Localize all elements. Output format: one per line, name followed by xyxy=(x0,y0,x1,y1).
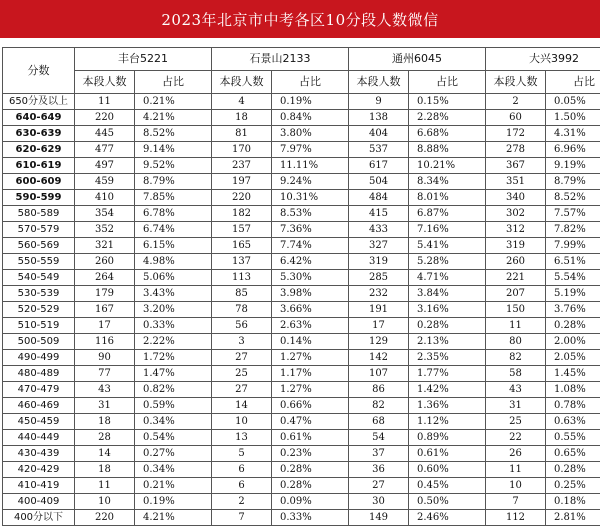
score-segment-cell: 450-459 xyxy=(3,414,75,430)
pct-cell: 5.28% xyxy=(409,254,486,270)
pct-cell: 8.52% xyxy=(546,190,600,206)
pct-cell: 0.61% xyxy=(272,430,349,446)
count-cell: 260 xyxy=(75,254,135,270)
pct-cell: 7.36% xyxy=(272,222,349,238)
pct-cell: 1.36% xyxy=(409,398,486,414)
header-count: 本段人数 xyxy=(75,71,135,94)
pct-cell: 0.21% xyxy=(135,94,212,110)
count-cell: 172 xyxy=(486,126,546,142)
count-cell: 207 xyxy=(486,286,546,302)
pct-cell: 2.35% xyxy=(409,350,486,366)
score-segment-cell: 550-559 xyxy=(3,254,75,270)
pct-cell: 3.66% xyxy=(272,302,349,318)
count-cell: 56 xyxy=(212,318,272,334)
table-row xyxy=(3,318,600,334)
pct-cell: 0.59% xyxy=(135,398,212,414)
pct-cell: 1.08% xyxy=(546,382,600,398)
count-cell: 27 xyxy=(349,478,409,494)
count-cell: 149 xyxy=(349,510,409,526)
count-cell: 80 xyxy=(486,334,546,350)
score-segment-cell: 610-619 xyxy=(3,158,75,174)
count-cell: 31 xyxy=(75,398,135,414)
pct-cell: 4.21% xyxy=(135,110,212,126)
score-segment-cell: 420-429 xyxy=(3,462,75,478)
table-row xyxy=(3,190,600,206)
table-row xyxy=(3,206,600,222)
count-cell: 260 xyxy=(486,254,546,270)
pct-cell: 6.96% xyxy=(546,142,600,158)
count-cell: 116 xyxy=(75,334,135,350)
score-segment-cell: 590-599 xyxy=(3,190,75,206)
pct-cell: 1.47% xyxy=(135,366,212,382)
score-segment-cell: 430-439 xyxy=(3,446,75,462)
pct-cell: 0.19% xyxy=(272,94,349,110)
table-row xyxy=(3,382,600,398)
score-segment-cell: 510-519 xyxy=(3,318,75,334)
count-cell: 10 xyxy=(75,494,135,510)
count-cell: 319 xyxy=(486,238,546,254)
pct-cell: 0.54% xyxy=(135,430,212,446)
pct-cell: 0.47% xyxy=(272,414,349,430)
pct-cell: 7.99% xyxy=(546,238,600,254)
pct-cell: 3.76% xyxy=(546,302,600,318)
count-cell: 264 xyxy=(75,270,135,286)
count-cell: 129 xyxy=(349,334,409,350)
table-row xyxy=(3,158,600,174)
count-cell: 26 xyxy=(486,446,546,462)
header-pct: 占比 xyxy=(272,71,349,94)
count-cell: 138 xyxy=(349,110,409,126)
table-row xyxy=(3,446,600,462)
pct-cell: 11.11% xyxy=(272,158,349,174)
score-segment-cell: 530-539 xyxy=(3,286,75,302)
pct-cell: 0.33% xyxy=(135,318,212,334)
header-district-fengtai: 丰台5221 xyxy=(75,48,212,71)
count-cell: 78 xyxy=(212,302,272,318)
count-cell: 197 xyxy=(212,174,272,190)
pct-cell: 0.34% xyxy=(135,414,212,430)
pct-cell: 8.52% xyxy=(135,126,212,142)
pct-cell: 6.78% xyxy=(135,206,212,222)
pct-cell: 0.63% xyxy=(546,414,600,430)
table-row xyxy=(3,286,600,302)
pct-cell: 0.18% xyxy=(546,494,600,510)
pct-cell: 2.13% xyxy=(409,334,486,350)
pct-cell: 8.34% xyxy=(409,174,486,190)
count-cell: 157 xyxy=(212,222,272,238)
pct-cell: 9.19% xyxy=(546,158,600,174)
header-count: 本段人数 xyxy=(349,71,409,94)
score-segment-cell: 520-529 xyxy=(3,302,75,318)
header-count: 本段人数 xyxy=(212,71,272,94)
pct-cell: 0.65% xyxy=(546,446,600,462)
count-cell: 11 xyxy=(486,462,546,478)
table-row xyxy=(3,494,600,510)
count-cell: 142 xyxy=(349,350,409,366)
pct-cell: 7.85% xyxy=(135,190,212,206)
count-cell: 58 xyxy=(486,366,546,382)
pct-cell: 0.55% xyxy=(546,430,600,446)
pct-cell: 0.82% xyxy=(135,382,212,398)
pct-cell: 7.16% xyxy=(409,222,486,238)
pct-cell: 3.16% xyxy=(409,302,486,318)
count-cell: 37 xyxy=(349,446,409,462)
pct-cell: 9.52% xyxy=(135,158,212,174)
table-row xyxy=(3,510,600,526)
pct-cell: 5.30% xyxy=(272,270,349,286)
count-cell: 5 xyxy=(212,446,272,462)
pct-cell: 0.78% xyxy=(546,398,600,414)
pct-cell: 5.54% xyxy=(546,270,600,286)
pct-cell: 4.98% xyxy=(135,254,212,270)
count-cell: 170 xyxy=(212,142,272,158)
count-cell: 220 xyxy=(75,110,135,126)
pct-cell: 0.14% xyxy=(272,334,349,350)
table-row xyxy=(3,222,600,238)
count-cell: 10 xyxy=(212,414,272,430)
pct-cell: 4.31% xyxy=(546,126,600,142)
count-cell: 433 xyxy=(349,222,409,238)
count-cell: 285 xyxy=(349,270,409,286)
pct-cell: 0.28% xyxy=(272,478,349,494)
count-cell: 537 xyxy=(349,142,409,158)
pct-cell: 0.28% xyxy=(546,318,600,334)
count-cell: 18 xyxy=(75,414,135,430)
pct-cell: 1.27% xyxy=(272,350,349,366)
count-cell: 11 xyxy=(486,318,546,334)
count-cell: 617 xyxy=(349,158,409,174)
pct-cell: 8.79% xyxy=(546,174,600,190)
count-cell: 182 xyxy=(212,206,272,222)
pct-cell: 2.05% xyxy=(546,350,600,366)
count-cell: 497 xyxy=(75,158,135,174)
count-cell: 7 xyxy=(486,494,546,510)
table-row xyxy=(3,126,600,142)
header-pct: 占比 xyxy=(135,71,212,94)
header-segment: 分数 xyxy=(3,48,75,94)
count-cell: 404 xyxy=(349,126,409,142)
pct-cell: 0.15% xyxy=(409,94,486,110)
count-cell: 27 xyxy=(212,350,272,366)
pct-cell: 2.00% xyxy=(546,334,600,350)
pct-cell: 6.42% xyxy=(272,254,349,270)
count-cell: 137 xyxy=(212,254,272,270)
count-cell: 6 xyxy=(212,462,272,478)
pct-cell: 0.45% xyxy=(409,478,486,494)
table-row xyxy=(3,462,600,478)
score-segment-cell: 440-449 xyxy=(3,430,75,446)
pct-cell: 0.28% xyxy=(272,462,349,478)
score-segment-cell: 490-499 xyxy=(3,350,75,366)
table-row xyxy=(3,238,600,254)
count-cell: 22 xyxy=(486,430,546,446)
count-cell: 14 xyxy=(75,446,135,462)
count-cell: 82 xyxy=(486,350,546,366)
pct-cell: 1.12% xyxy=(409,414,486,430)
score-segment-cell: 620-629 xyxy=(3,142,75,158)
pct-cell: 2.28% xyxy=(409,110,486,126)
pct-cell: 6.87% xyxy=(409,206,486,222)
score-segment-cell: 500-509 xyxy=(3,334,75,350)
count-cell: 18 xyxy=(212,110,272,126)
pct-cell: 0.27% xyxy=(135,446,212,462)
pct-cell: 8.88% xyxy=(409,142,486,158)
count-cell: 354 xyxy=(75,206,135,222)
pct-cell: 5.06% xyxy=(135,270,212,286)
count-cell: 17 xyxy=(75,318,135,334)
pct-cell: 8.53% xyxy=(272,206,349,222)
pct-cell: 7.82% xyxy=(546,222,600,238)
count-cell: 11 xyxy=(75,94,135,110)
count-cell: 18 xyxy=(75,462,135,478)
count-cell: 415 xyxy=(349,206,409,222)
table-row xyxy=(3,430,600,446)
header-district-shijingshan: 石景山2133 xyxy=(212,48,349,71)
table-header-row xyxy=(3,48,600,71)
count-cell: 60 xyxy=(486,110,546,126)
pct-cell: 1.45% xyxy=(546,366,600,382)
pct-cell: 7.97% xyxy=(272,142,349,158)
count-cell: 11 xyxy=(75,478,135,494)
count-cell: 43 xyxy=(75,382,135,398)
pct-cell: 5.19% xyxy=(546,286,600,302)
pct-cell: 2.22% xyxy=(135,334,212,350)
count-cell: 445 xyxy=(75,126,135,142)
count-cell: 28 xyxy=(75,430,135,446)
count-cell: 484 xyxy=(349,190,409,206)
score-segment-cell: 410-419 xyxy=(3,478,75,494)
pct-cell: 1.72% xyxy=(135,350,212,366)
count-cell: 7 xyxy=(212,510,272,526)
pct-cell: 4.21% xyxy=(135,510,212,526)
table-row xyxy=(3,142,600,158)
count-cell: 86 xyxy=(349,382,409,398)
count-cell: 112 xyxy=(486,510,546,526)
score-segment-cell: 480-489 xyxy=(3,366,75,382)
pct-cell: 3.20% xyxy=(135,302,212,318)
pct-cell: 6.51% xyxy=(546,254,600,270)
count-cell: 221 xyxy=(486,270,546,286)
count-cell: 278 xyxy=(486,142,546,158)
count-cell: 237 xyxy=(212,158,272,174)
count-cell: 179 xyxy=(75,286,135,302)
table-row xyxy=(3,414,600,430)
count-cell: 410 xyxy=(75,190,135,206)
pct-cell: 1.77% xyxy=(409,366,486,382)
pct-cell: 0.60% xyxy=(409,462,486,478)
table-body xyxy=(3,94,600,526)
pct-cell: 3.84% xyxy=(409,286,486,302)
count-cell: 302 xyxy=(486,206,546,222)
pct-cell: 0.28% xyxy=(546,462,600,478)
table-row xyxy=(3,350,600,366)
score-table xyxy=(2,47,600,526)
header-district-daxing: 大兴3992 xyxy=(486,48,600,71)
score-segment-cell: 650分及以上 xyxy=(3,94,75,110)
count-cell: 77 xyxy=(75,366,135,382)
pct-cell: 0.19% xyxy=(135,494,212,510)
count-cell: 352 xyxy=(75,222,135,238)
count-cell: 367 xyxy=(486,158,546,174)
pct-cell: 1.27% xyxy=(272,382,349,398)
pct-cell: 6.74% xyxy=(135,222,212,238)
header-pct: 占比 xyxy=(409,71,486,94)
pct-cell: 1.17% xyxy=(272,366,349,382)
count-cell: 31 xyxy=(486,398,546,414)
table-row xyxy=(3,302,600,318)
pct-cell: 2.81% xyxy=(546,510,600,526)
pct-cell: 5.41% xyxy=(409,238,486,254)
pct-cell: 1.50% xyxy=(546,110,600,126)
score-segment-cell: 640-649 xyxy=(3,110,75,126)
count-cell: 232 xyxy=(349,286,409,302)
count-cell: 25 xyxy=(212,366,272,382)
pct-cell: 6.15% xyxy=(135,238,212,254)
pct-cell: 3.43% xyxy=(135,286,212,302)
header-pct: 占比 xyxy=(546,71,600,94)
count-cell: 27 xyxy=(212,382,272,398)
pct-cell: 7.57% xyxy=(546,206,600,222)
count-cell: 167 xyxy=(75,302,135,318)
pct-cell: 4.71% xyxy=(409,270,486,286)
count-cell: 43 xyxy=(486,382,546,398)
pct-cell: 2.46% xyxy=(409,510,486,526)
pct-cell: 0.84% xyxy=(272,110,349,126)
count-cell: 3 xyxy=(212,334,272,350)
count-cell: 9 xyxy=(349,94,409,110)
pct-cell: 0.33% xyxy=(272,510,349,526)
header-count: 本段人数 xyxy=(486,71,546,94)
count-cell: 165 xyxy=(212,238,272,254)
table-row xyxy=(3,94,600,110)
count-cell: 113 xyxy=(212,270,272,286)
table-row xyxy=(3,478,600,494)
count-cell: 319 xyxy=(349,254,409,270)
count-cell: 25 xyxy=(486,414,546,430)
count-cell: 30 xyxy=(349,494,409,510)
count-cell: 10 xyxy=(486,478,546,494)
score-segment-cell: 570-579 xyxy=(3,222,75,238)
pct-cell: 0.05% xyxy=(546,94,600,110)
score-segment-cell: 470-479 xyxy=(3,382,75,398)
score-segment-cell: 460-469 xyxy=(3,398,75,414)
count-cell: 191 xyxy=(349,302,409,318)
pct-cell: 10.21% xyxy=(409,158,486,174)
count-cell: 85 xyxy=(212,286,272,302)
count-cell: 220 xyxy=(75,510,135,526)
pct-cell: 8.01% xyxy=(409,190,486,206)
page-title: 2023年北京市中考各区10分段人数微信 xyxy=(0,0,600,38)
table-row xyxy=(3,334,600,350)
score-segment-cell: 580-589 xyxy=(3,206,75,222)
pct-cell: 2.63% xyxy=(272,318,349,334)
count-cell: 81 xyxy=(212,126,272,142)
table-row xyxy=(3,398,600,414)
pct-cell: 0.09% xyxy=(272,494,349,510)
count-cell: 4 xyxy=(212,94,272,110)
pct-cell: 0.89% xyxy=(409,430,486,446)
score-segment-cell: 630-639 xyxy=(3,126,75,142)
count-cell: 6 xyxy=(212,478,272,494)
count-cell: 17 xyxy=(349,318,409,334)
count-cell: 68 xyxy=(349,414,409,430)
header-district-tongzhou: 通州6045 xyxy=(349,48,486,71)
count-cell: 54 xyxy=(349,430,409,446)
pct-cell: 7.74% xyxy=(272,238,349,254)
score-segment-cell: 540-549 xyxy=(3,270,75,286)
pct-cell: 6.68% xyxy=(409,126,486,142)
pct-cell: 0.66% xyxy=(272,398,349,414)
count-cell: 340 xyxy=(486,190,546,206)
pct-cell: 10.31% xyxy=(272,190,349,206)
table-row xyxy=(3,110,600,126)
pct-cell: 9.24% xyxy=(272,174,349,190)
pct-cell: 0.25% xyxy=(546,478,600,494)
count-cell: 327 xyxy=(349,238,409,254)
table-row xyxy=(3,174,600,190)
pct-cell: 0.34% xyxy=(135,462,212,478)
count-cell: 82 xyxy=(349,398,409,414)
count-cell: 107 xyxy=(349,366,409,382)
table-row xyxy=(3,254,600,270)
table-row xyxy=(3,270,600,286)
count-cell: 36 xyxy=(349,462,409,478)
count-cell: 504 xyxy=(349,174,409,190)
pct-cell: 3.98% xyxy=(272,286,349,302)
count-cell: 2 xyxy=(486,94,546,110)
pct-cell: 0.21% xyxy=(135,478,212,494)
score-segment-cell: 400分以下 xyxy=(3,510,75,526)
count-cell: 150 xyxy=(486,302,546,318)
pct-cell: 8.79% xyxy=(135,174,212,190)
pct-cell: 0.28% xyxy=(409,318,486,334)
table-row xyxy=(3,366,600,382)
count-cell: 459 xyxy=(75,174,135,190)
pct-cell: 3.80% xyxy=(272,126,349,142)
table-subheader-row xyxy=(3,71,600,94)
count-cell: 351 xyxy=(486,174,546,190)
pct-cell: 0.23% xyxy=(272,446,349,462)
pct-cell: 9.14% xyxy=(135,142,212,158)
score-segment-cell: 560-569 xyxy=(3,238,75,254)
pct-cell: 0.50% xyxy=(409,494,486,510)
count-cell: 220 xyxy=(212,190,272,206)
pct-cell: 0.61% xyxy=(409,446,486,462)
count-cell: 90 xyxy=(75,350,135,366)
count-cell: 321 xyxy=(75,238,135,254)
score-segment-cell: 400-409 xyxy=(3,494,75,510)
count-cell: 13 xyxy=(212,430,272,446)
count-cell: 312 xyxy=(486,222,546,238)
count-cell: 2 xyxy=(212,494,272,510)
count-cell: 14 xyxy=(212,398,272,414)
count-cell: 477 xyxy=(75,142,135,158)
score-segment-cell: 600-609 xyxy=(3,174,75,190)
pct-cell: 1.42% xyxy=(409,382,486,398)
